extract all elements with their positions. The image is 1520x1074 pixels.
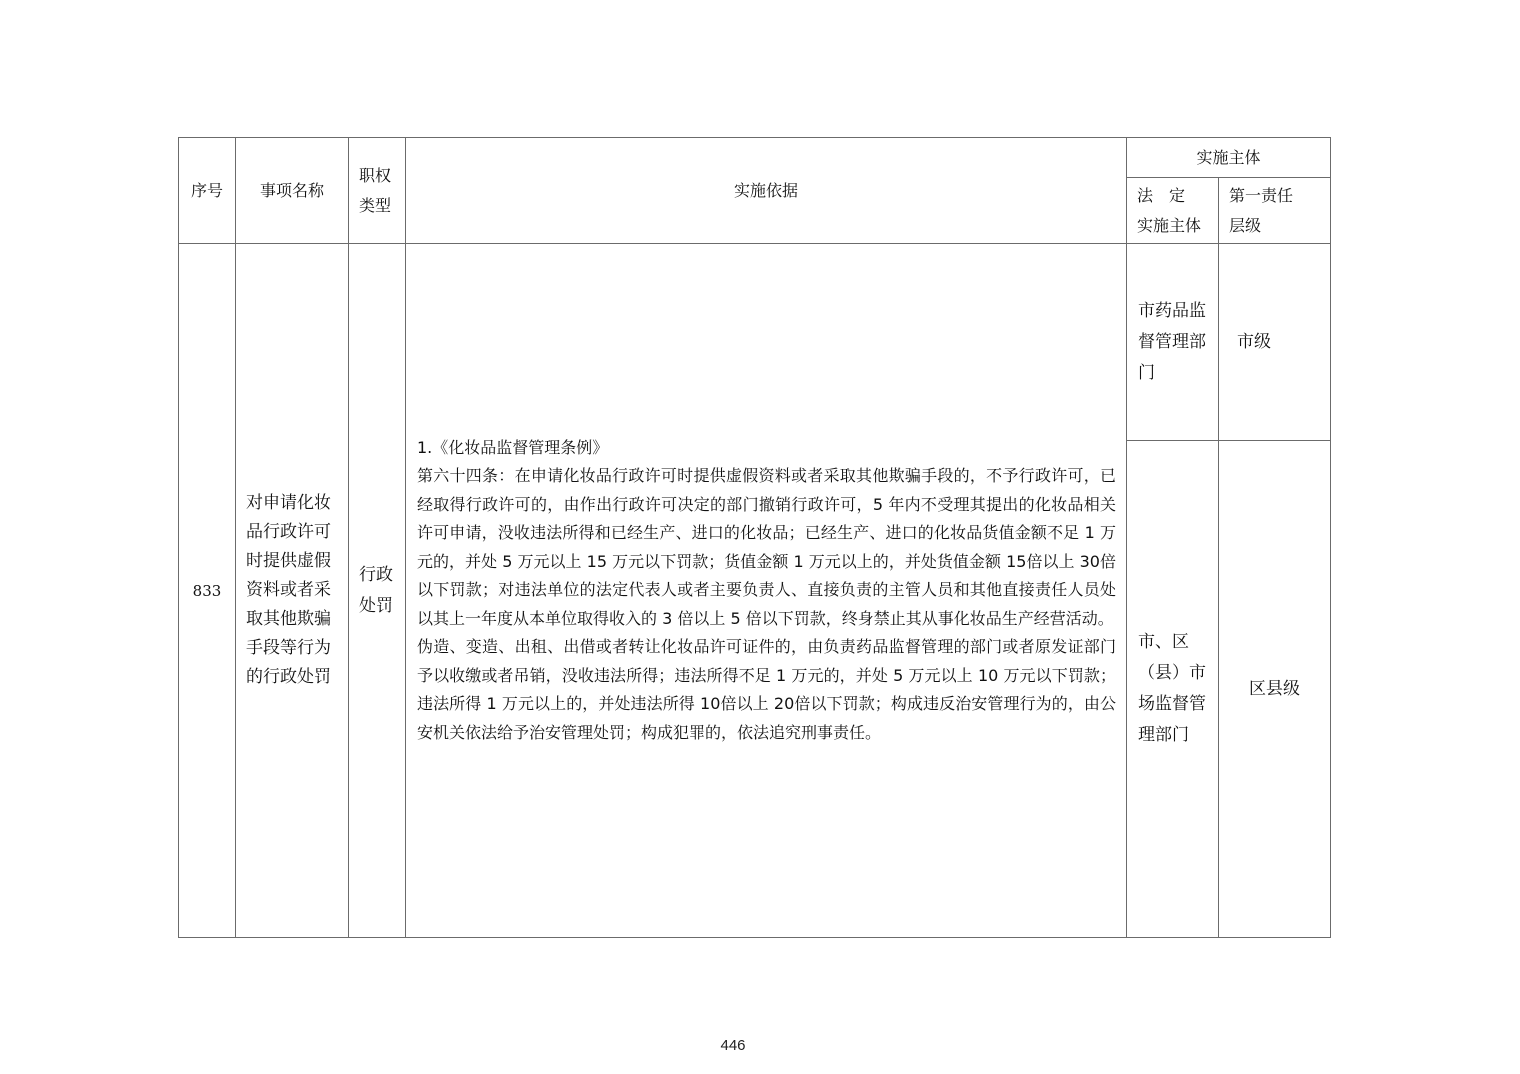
header-basis: 实施依据 [406,138,1127,244]
basis-cell [406,244,1127,938]
header-first-level: 第一责任 层级 [1219,178,1331,244]
enforcement-table [178,137,1331,938]
basis-paragraph-1: 第六十四条：在申请化妆品行政许可时提供虚假资料或者采取其他欺骗手段的，不予行政许可，已经取得行政许可的，由作出行政许可决定的部门撤销行政许可，5 年内不受理其提出的化妆品相关许可申请，没收违法所得和已经生产、进口的化妆品；已经生产、进口的化妆品货值金额不足 1 万元的，并处 5 万元以上 15 万元以下罚款；货值金额 1 万元以上的，并处货值金额 15倍以上 30倍以下罚款；对违法单位的法定代表人或者主要负责人、直接负责的主管人员和其他直接责任人员处以其上一年度从本单位取得收入的 3 倍以上 5 倍以下罚款，终身禁止其从事化妆品生产经营活动。 [417,466,1116,628]
header-legal-subject: 法 定 实施主体 [1127,178,1219,244]
header-item-name: 事项名称 [236,138,349,244]
basis-title: 1.《化妆品监督管理条例》 [417,437,609,457]
basis-paragraph-2: 伪造、变造、出租、出借或者转让化妆品许可证件的，由负责药品监督管理的部门或者原发证部门予以收缴或者吊销，没收违法所得；违法所得不足 1 万元的，并处 5 万元以上 10 万元以下罚款；违法所得 1 万元以上的，并处违法所得 10倍以上 20倍以下罚款；构成违反治安管理行为的，由公安机关依法给予治安管理处罚；构成犯罪的，依法追究刑事责任。 [417,637,1116,742]
header-row-top [179,138,1331,178]
page-number: 446 [720,1037,746,1054]
legal-subject-cell: 市、区（县）市场监督管理部门 [1127,441,1219,938]
level-cell: 区县级 [1219,441,1331,938]
item-name-cell: 对申请化妆品行政许可时提供虚假资料或者采取其他欺骗手段等行为的行政处罚 [236,244,349,938]
legal-subject-cell: 市药品监督管理部门 [1127,244,1219,441]
header-power-type: 职权 类型 [349,138,406,244]
table-row [179,244,1331,441]
seq-cell: 833 [179,244,236,938]
header-seq: 序号 [179,138,236,244]
header-subject-group: 实施主体 [1127,138,1331,178]
power-type-cell: 行政处罚 [349,244,406,938]
level-cell: 市级 [1219,244,1331,441]
